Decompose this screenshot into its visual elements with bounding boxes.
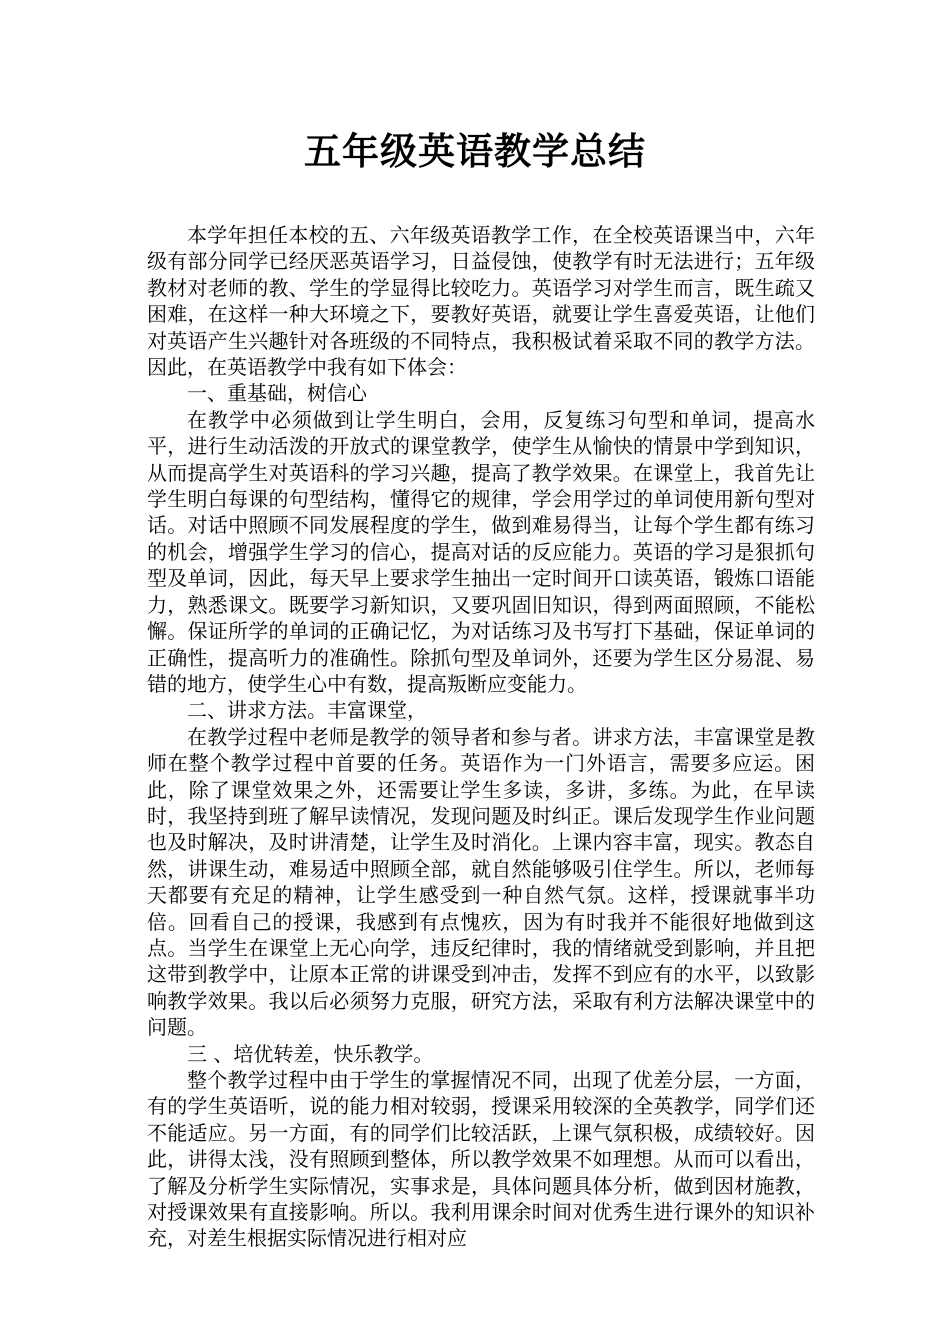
- document-title: 五年级英语教学总结: [304, 130, 646, 173]
- section-heading-2: 二、讲求方法。丰富课堂，: [187, 698, 427, 723]
- section-2-paragraph: 在教学过程中老师是教学的领导者和参与者。讲求方法，丰富课堂是教师在整个教学过程中首要的任务。英语作为一门外语言，需要多应运。困此，除了课堂效果之外，还需要让学生多读，多讲，多练。为此，在早读时，我坚持到班了解早读情况，发现问题及时纠正。课后发现学生作业问题也及时解决，及时讲清楚，让学生及时消化。上课内容丰富，现实。教态自然，讲课生动，难易适中照顾全部，就自然能够吸引住学生。所以，老师每天都要有充足的精神，让学生感受到一种自然气氛。这样，授课就事半功倍。回看自己的授课，我感到有点愧疚，因为有时我并不能很好地做到这点。当学生在课堂上无心向学，违反纪律时，我的情绪就受到影响，并且把这带到教学中，让原本正常的讲课受到冲击，发挥不到应有的水平，以致影响教学效果。我以后必须努力克服，研究方法，采取有利方法解决课堂中的问题。: [147, 724, 815, 1040]
- section-heading-3: 三 、培优转差，快乐教学。: [187, 1041, 434, 1066]
- intro-paragraph: 本学年担任本校的五、六年级英语教学工作，在全校英语课当中，六年级有部分同学已经厌恶英语学习，日益侵蚀，使教学有时无法进行；五年级教材对老师的教、学生的学显得比较吃力。英语学习对学生而言，既生疏又困难，在这样一种大环境之下，要教好英语，就要让学生喜爱英语，让他们对英语产生兴趣针对各班级的不同特点，我积极试着采取不同的教学方法。因此，在英语教学中我有如下体会：: [147, 223, 815, 380]
- section-1-paragraph: 在教学中必须做到让学生明白，会用，反复练习句型和单词，提高水平，进行生动活泼的开放式的课堂教学，使学生从愉快的情景中学到知识，从而提高学生对英语科的学习兴趣，提高了教学效果。在课堂上，我首先让学生明白每课的句型结构，懂得它的规律，学会用学过的单词使用新句型对话。对话中照顾不同发展程度的学生，做到难易得当，让每个学生都有练习的机会，增强学生学习的信心，提高对话的反应能力。英语的学习是狠抓句型及单词，因此，每天早上要求学生抽出一定时间开口读英语，锻炼口语能力，熟悉课文。既要学习新知识，又要巩固旧知识，得到两面照顾，不能松懈。保证所学的单词的正确记忆，为对话练习及书写打下基础，保证单词的正确性，提高听力的准确性。除抓句型及单词外，还要为学生区分易混、易错的地方，使学生心中有数，提高叛断应变能力。: [147, 407, 815, 696]
- section-heading-1: 一、重基础，树信心: [187, 381, 367, 406]
- section-3-paragraph: 整个教学过程中由于学生的掌握情况不同，出现了优差分层，一方面，有的学生英语听，说的能力相对较弱，授课采用较深的全英教学，同学们还不能适应。另一方面，有的同学们比较活跃，上课气氛积极，成绩较好。因此，讲得太浅，没有照顾到整体，所以教学效果不如理想。从而可以看出，了解及分析学生实际情况，实事求是，具体问题具体分析，做到因材施教，对授课效果有直接影响。所以。我利用课余时间对优秀生进行课外的知识补充，对差生根据实际情况进行相对应: [147, 1068, 815, 1251]
- document-body: [147, 222, 815, 1252]
